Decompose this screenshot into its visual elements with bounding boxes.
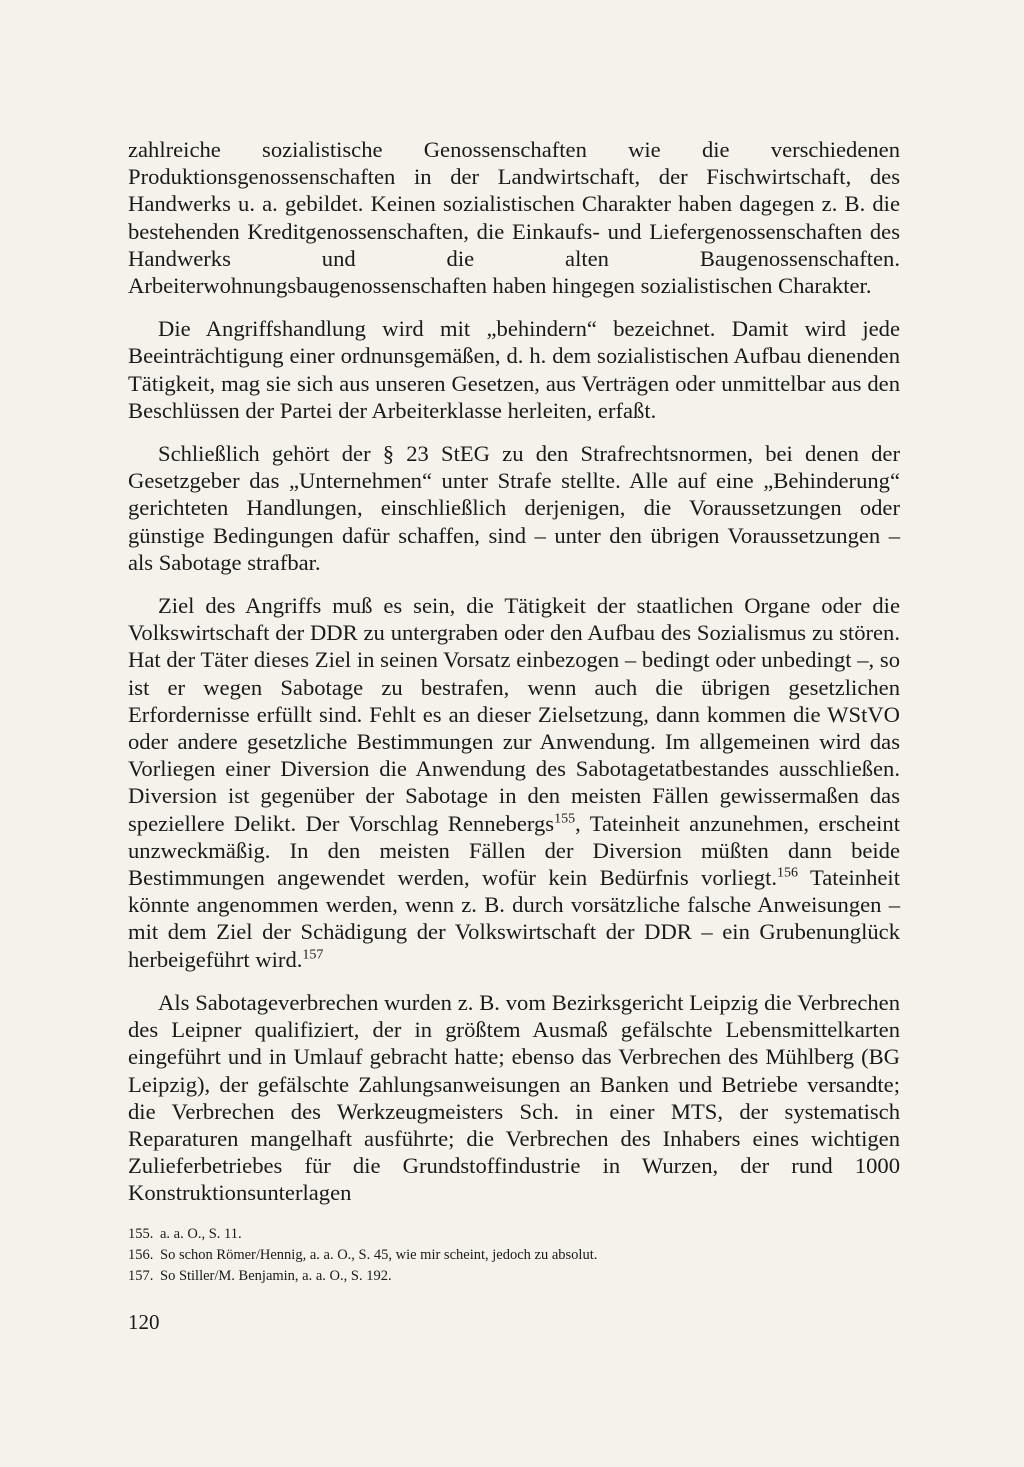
paragraph-text: Die Angriffshandlung wird mit „behindern“ bezeichnet. Damit wird jede Beeinträchtigung einer ordnunsgemäßen, d. h. dem sozialistischen Aufbau dienenden Tätigkeit, mag sie sich aus unseren Gesetzen, aus Verträgen oder unmittelbar aus den Beschlüssen der Partei der Arbeiterklasse herleiten, erfaßt. [128,316,900,423]
paragraph-text: , Tateinheit anzunehmen, erscheint unzweckmäßig. In den meisten Fällen der Diversion müßten dann beide Bestimmungen angewendet werden, wofür kein Bedürfnis vorliegt. [128,810,900,891]
footnote-marker: 155 [554,811,576,827]
footnote-text: a. a. O., S. 11. [160,1226,242,1242]
footnote [128,1224,900,1245]
paragraph-text: Als Sabotageverbrechen wurden z. B. vom Bezirksgericht Leipzig die Verbrechen des Leipner qualifiziert, der in größtem Ausmaß gefälschte Lebensmittelkarten eingeführt und in Umlauf gebracht hatte; ebenso das Verbrechen des Mühlberg (BG Leipzig), der gefälschte Zahlungsanweisungen an Banken und Betriebe versandte; die Verbrechen des Werkzeugmeisters Sch. in einer MTS, der systematisch Reparaturen mangelhaft ausführte; die Verbrechen des Inhabers eines wichtigen Zulieferbetriebes für die Grundstoffindustrie in Wurzen, der rund 1000 Konstruktionsunterlagen [128,989,900,1206]
page-number: 120 [128,1310,160,1334]
paragraph [128,592,900,973]
footnote-number: 156. [128,1247,154,1263]
footnote-marker: 157 [302,947,324,963]
paragraph-text: zahlreiche sozialistische Genossenschaften wie die verschiedenen Produktionsgenossenschaften in der Landwirtschaft, der Fischwirtschaft, des Handwerks u. a. gebildet. Keinen sozialistischen Charakter haben dagegen z. B. die bestehenden Kreditgenossenschaften, die Einkaufs- und Liefergenossenschaften des Handwerks und die alten Baugenossenschaften. Arbeiterwohnungsbaugenossenschaften haben hingegen sozialistischen Charakter. [128,137,900,299]
footnote-text: So Stiller/M. Benjamin, a. a. O., S. 192. [160,1268,392,1284]
footnote [128,1245,900,1266]
paragraph-text: Tateinheit könnte angenommen werden, wenn z. B. durch vorsätzliche falsche Anweisungen – mit dem Ziel der Schädigung der Volkswirtschaft der DDR – ein Grubenunglück herbeigeführt wird. [128,865,900,972]
paragraph [128,136,900,299]
paragraph-text: Ziel des Angriffs muß es sein, die Tätigkeit der staatlichen Organe oder die Volkswirtschaft der DDR zu untergraben oder den Aufbau des Sozialismus zu stören. Hat der Täter dieses Ziel in seinen Vorsatz einbezogen – bedingt oder unbedingt –, so ist er wegen Sabotage zu bestrafen, wenn auch die übrigen gesetzlichen Erfordernisse erfüllt sind. Fehlt es an dieser Zielsetzung, dann kommen die WStVO oder andere gesetzliche Bestimmungen zur Anwendung. Im allgemeinen wird das Vorliegen einer Diversion die Anwendung des Sabotagetatbestandes ausschließen. Diversion ist gegenüber der Sabotage in den meisten Fällen gewissermaßen das speziellere Delikt. Der Vorschlag Rennebergs [128,593,900,836]
footnote-text: So schon Römer/Hennig, a. a. O., S. 45, wie mir scheint, jedoch zu absolut. [160,1247,598,1263]
body-text [128,136,900,1207]
paragraph [128,440,900,576]
footnote-number: 155. [128,1226,154,1242]
footnote-number: 157. [128,1268,154,1284]
paragraph-text: Schließlich gehört der § 23 StEG zu den Strafrechtsnormen, bei denen der Gesetzgeber das „Unternehmen“ unter Strafe stellte. Alle auf eine „Behinderung“ gerichteten Handlungen, einschließlich derjenigen, die Voraussetzungen oder günstige Bedingungen dafür schaffen, sind – unter den übrigen Voraussetzungen – als Sabotage strafbar. [128,441,900,575]
paragraph [128,989,900,1207]
footnote [128,1266,900,1287]
paragraph [128,315,900,424]
footnotes [128,1224,900,1287]
footnote-marker: 156 [777,865,798,881]
